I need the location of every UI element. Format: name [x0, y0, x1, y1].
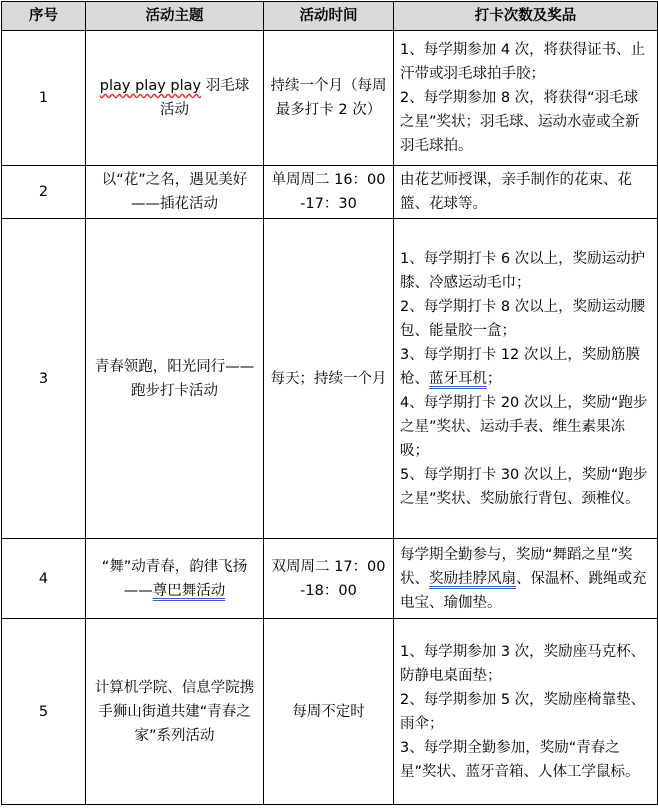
activity-prizes [394, 539, 658, 619]
prize-text-underlined: 奖励挂脖风扇 [429, 570, 516, 587]
activity-prizes [394, 619, 658, 805]
prize-line: 1、每学期打卡 6 次以上，奖励运动护膝、冷感运动毛巾； [400, 250, 646, 291]
activity-theme [86, 31, 264, 166]
activity-theme: 青春领跑，阳光同行——跑步打卡活动 [86, 219, 264, 539]
header-theme: 活动主题 [86, 2, 264, 31]
activity-theme: 计算机学院、信息学院携手狮山街道共建“青春之家”系列活动 [86, 619, 264, 805]
table-row [2, 219, 658, 539]
prize-text: 3、每学期打卡 12 次以上，奖励筋膜枪、 [400, 346, 640, 387]
row-number: 3 [2, 219, 86, 539]
activity-prizes [394, 31, 658, 166]
theme-english-text: play play play [99, 78, 202, 94]
activity-time: 持续一个月（每周最多打卡 2 次） [264, 31, 394, 166]
prize-line: 3、每学期全勤参加，奖励“青春之星”奖状、蓝牙音箱、人体工学鼠标。 [400, 739, 640, 780]
header-prizes: 打卡次数及奖品 [394, 2, 658, 31]
prize-line: 1、每学期参加 4 次，将获得证书、止汗带或羽毛球拍手胶； [400, 42, 646, 82]
activity-theme: 以“花”之名，遇见美好——插花活动 [86, 166, 264, 219]
table-row [2, 539, 658, 619]
prize-line: 1、每学期参加 3 次，奖励座马克杯、防静电桌面垫； [400, 643, 646, 684]
theme-text: “舞”动青春，韵律飞扬—— [101, 558, 248, 599]
activity-prizes [394, 219, 658, 539]
activity-time: 每周不定时 [264, 619, 394, 805]
prize-line: 2、每学期打卡 8 次以上，奖励运动腰包、能量胶一盒； [400, 298, 646, 339]
row-number: 2 [2, 166, 86, 219]
row-number: 1 [2, 31, 86, 166]
table-row [2, 31, 658, 166]
activities-table [1, 1, 658, 805]
prize-text-underlined: 蓝牙耳机 [429, 370, 487, 387]
row-number: 4 [2, 539, 86, 619]
theme-text-underlined: 尊巴舞活动 [152, 582, 226, 599]
prize-text: ； [487, 370, 502, 387]
prize-line: 2、每学期参加 8 次，将获得“羽毛球之星”奖状；羽毛球、运动水壶或全新羽毛球拍。 [400, 90, 640, 154]
prize-line: 由花艺师授课，亲手制作的花束、花篮、花球等。 [400, 172, 632, 212]
prize-line: 4、每学期打卡 20 次以上，奖励“跑步之星”奖状、运动手表、维生素果冻吸； [400, 394, 648, 459]
prize-line: 2、每学期参加 5 次，奖励座椅靠垫、雨伞； [400, 691, 646, 732]
header-time: 活动时间 [264, 2, 394, 31]
prize-line [400, 343, 651, 391]
table-row [2, 166, 658, 219]
prize-text: 每学期全勤参与，奖励“舞蹈之星”奖状、 [400, 546, 633, 587]
activity-prizes [394, 166, 658, 219]
row-number: 5 [2, 619, 86, 805]
activity-time: 双周周二 17：00-18：00 [264, 539, 394, 619]
activity-theme [86, 539, 264, 619]
header-no: 序号 [2, 2, 86, 31]
theme-text: 羽毛球 [201, 78, 250, 94]
activity-time: 单周周二 16：00-17：30 [264, 166, 394, 219]
header-row [2, 2, 658, 31]
table-row [2, 619, 658, 805]
prize-text: 、保温杯、跳绳或充电宝、瑜伽垫。 [400, 570, 647, 611]
activity-time: 每天；持续一个月 [264, 219, 394, 539]
theme-text: 活动 [160, 102, 189, 118]
prize-line: 5、每学期打卡 30 次以上，奖励“跑步之星”奖状、奖励旅行背包、颈椎仪。 [400, 466, 648, 507]
